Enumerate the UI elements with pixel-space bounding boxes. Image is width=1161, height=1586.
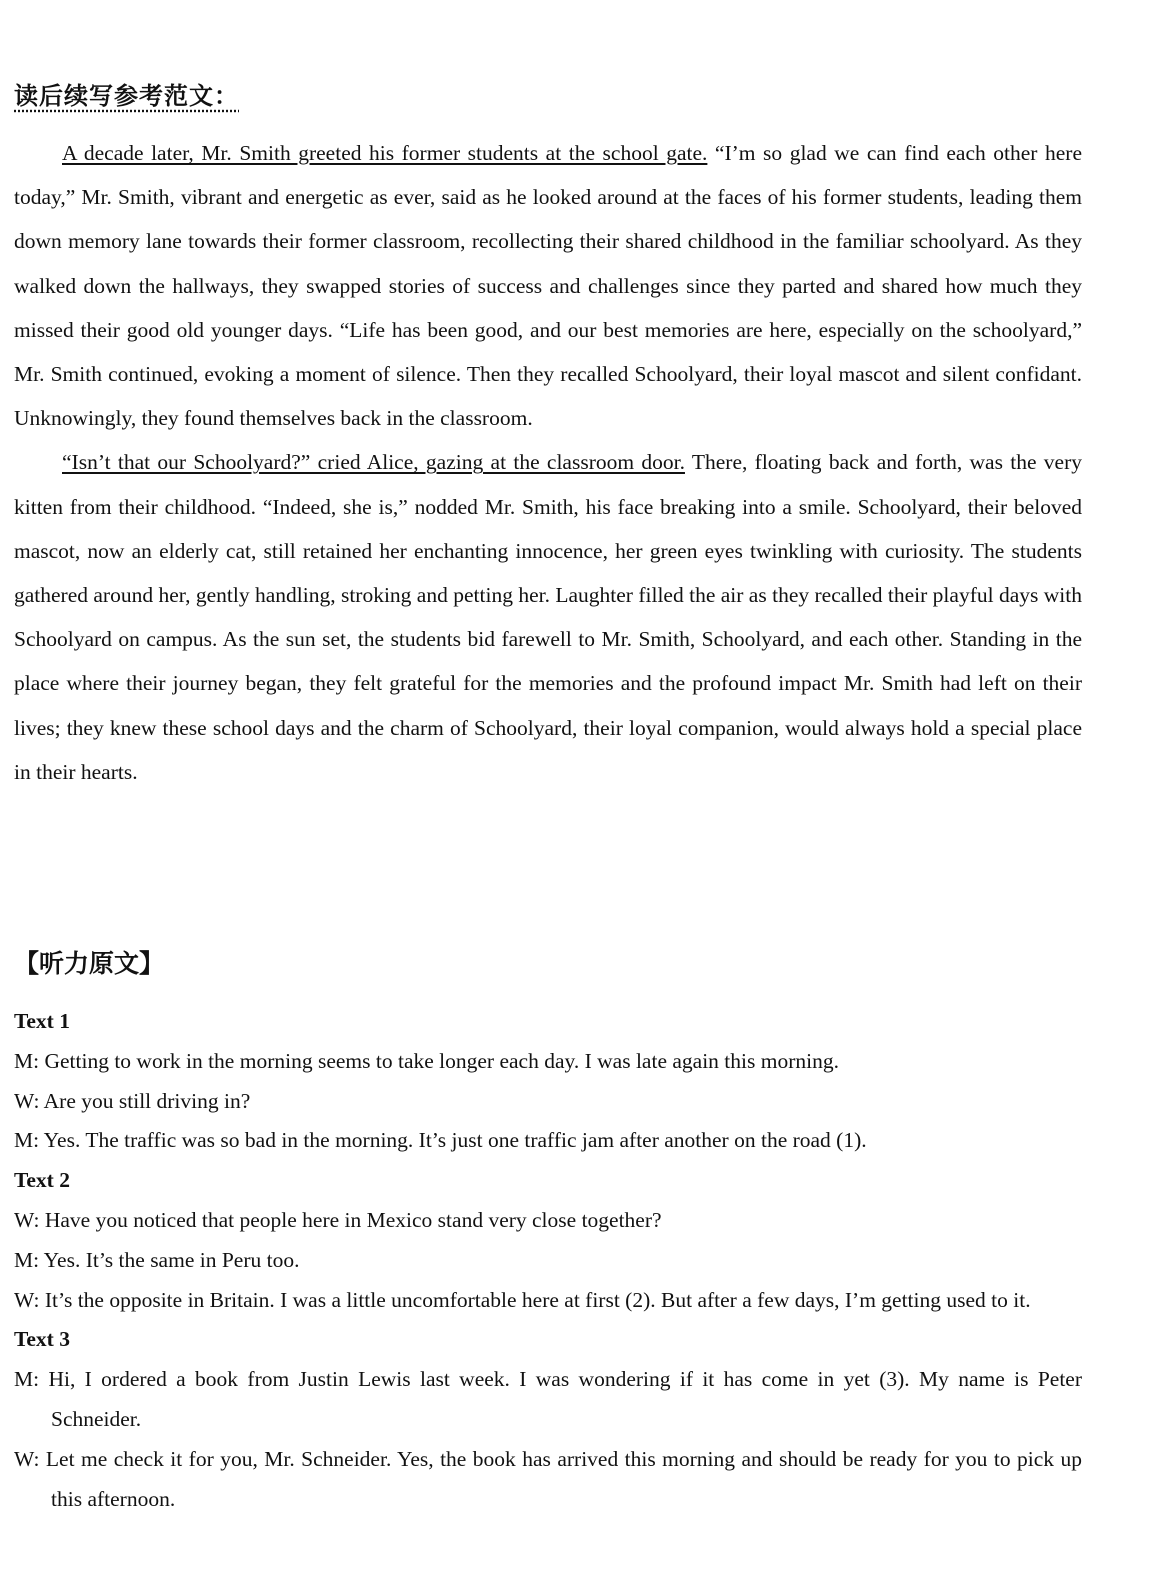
section-heading: 读后续写参考范文： bbox=[14, 82, 239, 110]
listening-script bbox=[14, 1002, 1082, 1519]
dialogue-line: W: Are you still driving in? bbox=[14, 1088, 251, 1113]
dialogue-line: M: Yes. It’s the same in Peru too. bbox=[14, 1247, 300, 1272]
essay-paragraph-2 bbox=[14, 440, 1082, 794]
dialogue-line: M: Hi, I ordered a book from Justin Lewis last week. I was wondering if it has come in yet (3). My name is Peter Schneider. bbox=[14, 1367, 1082, 1431]
dialogue-line: W: It’s the opposite in Britain. I was a little uncomfortable here at first (2). But after a few days, I’m getting used to it. bbox=[14, 1287, 1031, 1312]
text-label: Text 1 bbox=[14, 1009, 70, 1033]
essay-paragraph-1 bbox=[14, 131, 1082, 440]
essay-p1-body: “I’m so glad we can find each other here today,” Mr. Smith, vibrant and energetic as ever, said as he looked around at the faces of his former students, leading them down memory lane towards their former classroom, recollecting their shared childhood in the familiar schoolyard. As they walked down the hallways, they swapped stories of success and challenges since they parted and shared how much they missed their good old younger days. “Life has been good, and our best memories are here, especially on the schoolyard,” Mr. Smith continued, evoking a moment of silence. Then they recalled Schoolyard, their loyal mascot and silent confidant. Unknowingly, they found themselves back in the classroom. bbox=[14, 141, 1082, 431]
model-essay bbox=[14, 131, 1082, 794]
text-label: Text 3 bbox=[14, 1327, 70, 1352]
essay-p1-opening-sentence: A decade later, Mr. Smith greeted his former students at the school gate. bbox=[62, 141, 708, 165]
essay-p2-opening-sentence: “Isn’t that our Schoolyard?” cried Alice, gazing at the classroom door. bbox=[62, 450, 685, 475]
dialogue-line: M: Yes. The traffic was so bad in the morning. It’s just one traffic jam after another on the road (1). bbox=[14, 1128, 867, 1153]
text-label: Text 2 bbox=[14, 1168, 70, 1193]
dialogue-line: M: Getting to work in the morning seems to take longer each day. I was late again this morning. bbox=[14, 1048, 839, 1073]
dialogue-line: W: Have you noticed that people here in Mexico stand very close together? bbox=[14, 1207, 662, 1232]
essay-p2-body: There, floating back and forth, was the very kitten from their childhood. “Indeed, she is,” nodded Mr. Smith, his face breaking into a smile. Schoolyard, their beloved mascot, now an elderly cat, still retained her enchanting innocence, her green eyes twinkling with curiosity. The students gathered around her, gently handling, stroking and petting her. Laughter filled the air as they recalled their playful days with Schoolyard on campus. As the sun set, the students bid farewell to Mr. Smith, Schoolyard, and each other. Standing in the place where their journey began, they felt grateful for the memories and the profound impact Mr. Smith had left on their lives; they knew these school days and the charm of Schoolyard, their loyal companion, would always hold a special place in their hearts. bbox=[14, 450, 1082, 784]
dialogue-line: W: Let me check it for you, Mr. Schneider. Yes, the book has arrived this morning and should be ready for you to pick up this afternoon. bbox=[14, 1446, 1082, 1511]
listening-script-title: 【听力原文】 bbox=[14, 949, 165, 978]
